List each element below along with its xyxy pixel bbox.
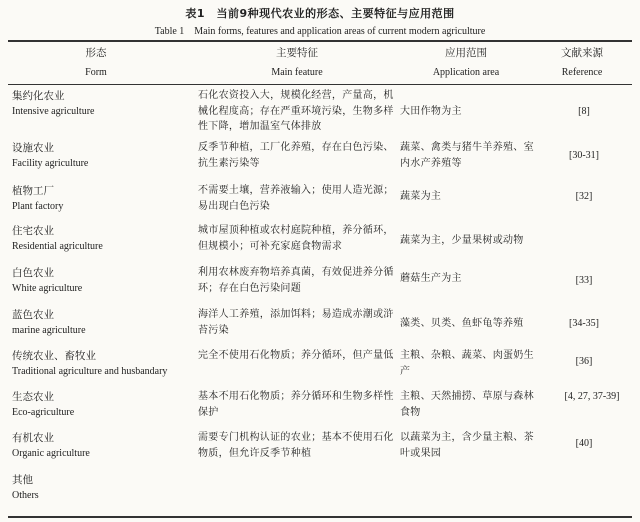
- header-feature-en: Main feature: [271, 67, 323, 78]
- feature-cell: 石化农资投入大，规模化经营，产量高，机械化程度高；存在严重环境污染，生物多样性下降，增加温室气体排放: [198, 90, 394, 132]
- form-cell: [12, 472, 192, 503]
- form-cell: [12, 140, 192, 171]
- reference-cell: [30-31]: [569, 150, 599, 161]
- form-cn: 有机农业: [12, 432, 54, 444]
- reference-cell: [40]: [575, 438, 593, 449]
- form-en: White agriculture: [12, 283, 83, 294]
- reference-cell: [33]: [575, 275, 593, 286]
- form-en: Residential agriculture: [12, 241, 103, 252]
- form-en: Facility agriculture: [12, 158, 89, 169]
- form-cell: [12, 430, 192, 461]
- feature-cell: 反季节种植，工厂化养殖，存在白色污染、抗生素污染等: [198, 142, 394, 169]
- form-cell: [12, 88, 192, 119]
- area-cell: 主粮、天然捕捞、草原与森林食物: [400, 391, 534, 418]
- form-cn: 传统农业、畜牧业: [12, 350, 96, 362]
- area-cell: 藻类、贝类、鱼虾龟等养殖: [400, 318, 524, 329]
- feature-cell: 城市屋顶种植或农村庭院种植，养分循环，但规模小；可补充家庭食物需求: [198, 225, 394, 252]
- feature-cell: 海洋人工养殖，添加饵料；易造成赤潮或浒苔污染: [198, 309, 394, 336]
- feature-cell: 完全不使用石化物质；养分循环，但产量低: [198, 350, 394, 361]
- header-form-cn: 形态: [85, 47, 107, 59]
- header-feature: [194, 45, 400, 81]
- form-cell: [12, 183, 192, 214]
- form-en: marine agriculture: [12, 325, 86, 336]
- table-bottom-rule: [8, 516, 632, 518]
- form-cn: 植物工厂: [12, 185, 54, 197]
- table-title-cn: 表1 当前9种现代农业的形态、主要特征与应用范围: [185, 7, 455, 20]
- area-cell: 蔬菜、禽类与猪牛羊养殖、室内水产养殖等: [400, 142, 534, 169]
- form-en: Plant factory: [12, 201, 64, 212]
- form-cell: [12, 223, 192, 254]
- form-cn: 住宅农业: [12, 225, 54, 237]
- form-cn: 其他: [12, 474, 33, 486]
- reference-cell: [36]: [575, 356, 593, 367]
- table-title-en: Table 1 Main forms, features and application areas of current modern agriculture: [154, 26, 486, 37]
- area-cell: 以蔬菜为主，含少量主粮、茶叶或果园: [400, 432, 534, 459]
- header-form: [8, 45, 184, 81]
- header-reference: [532, 45, 632, 81]
- feature-cell: 基本不用石化物质；养分循环和生物多样性保护: [198, 391, 394, 418]
- form-en: Others: [12, 490, 39, 501]
- form-cell: [12, 307, 192, 338]
- form-cell: [12, 265, 192, 296]
- feature-cell: 利用农林废弃物培养真菌，有效促进养分循环；存在白色污染问题: [198, 267, 394, 294]
- area-cell: 蔬菜为主: [400, 191, 442, 202]
- form-cn: 白色农业: [12, 267, 54, 279]
- form-en: Traditional agriculture and husbandary: [12, 366, 168, 377]
- area-cell: 主粮、杂粮、蔬菜、肉蛋奶生产: [400, 350, 534, 377]
- reference-cell: [4, 27, 37-39]: [564, 391, 620, 402]
- reference-cell: [8]: [578, 106, 590, 117]
- form-cell: [12, 348, 192, 379]
- form-cn: 设施农业: [12, 142, 54, 154]
- header-area: [400, 45, 532, 81]
- area-cell: 蔬菜为主，少量果树或动物: [400, 235, 524, 246]
- form-cell: [12, 389, 192, 420]
- form-en: Eco-agriculture: [12, 407, 75, 418]
- header-reference-en: Reference: [561, 67, 603, 78]
- header-area-en: Application area: [432, 67, 500, 78]
- form-cn: 集约化农业: [12, 90, 65, 102]
- header-feature-cn: 主要特征: [276, 47, 318, 59]
- area-cell: 大田作物为主: [400, 106, 462, 117]
- feature-cell: 不需要土壤，营养液输入；使用人造光源；易出现白色污染: [198, 185, 394, 212]
- form-cn: 生态农业: [12, 391, 54, 403]
- feature-cell: 需要专门机构认证的农业；基本不使用石化物质，但允许反季节种植: [198, 432, 394, 459]
- header-area-cn: 应用范围: [445, 47, 487, 59]
- form-en: Organic agriculture: [12, 448, 90, 459]
- reference-cell: [32]: [575, 191, 593, 202]
- header-form-en: Form: [85, 67, 107, 78]
- table-top-rule: [8, 40, 632, 42]
- header-reference-cn: 文献来源: [561, 47, 603, 59]
- area-cell: 蘑菇生产为主: [400, 273, 462, 284]
- form-cn: 蓝色农业: [12, 309, 54, 321]
- form-en: Intensive agriculture: [12, 106, 95, 117]
- table-header-rule: [8, 84, 632, 85]
- reference-cell: [34-35]: [569, 318, 599, 329]
